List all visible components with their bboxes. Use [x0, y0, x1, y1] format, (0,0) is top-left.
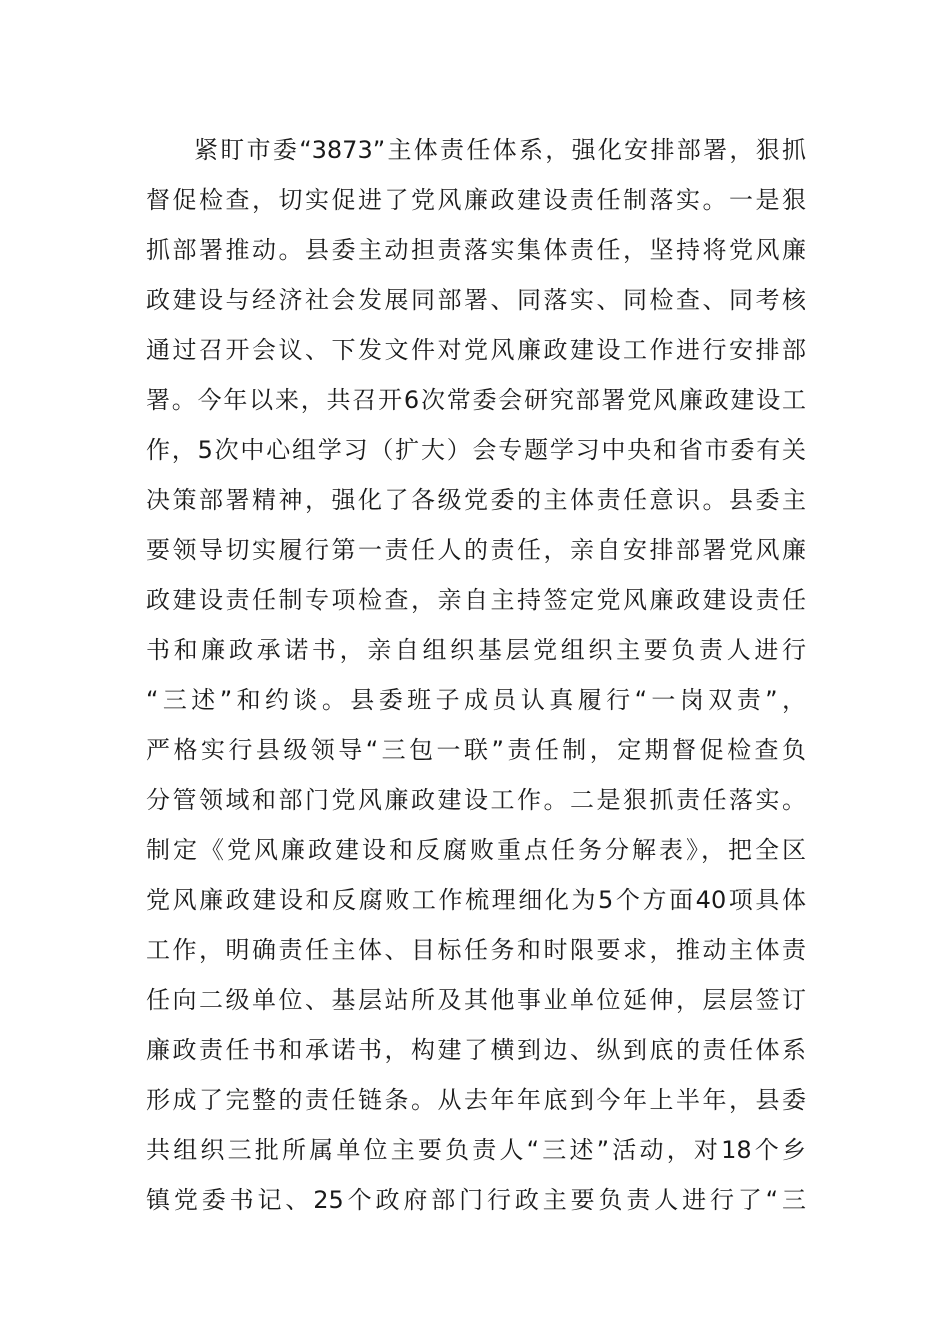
- body-paragraph: [146, 125, 806, 1225]
- text-line: 政建设责任制专项检查，亲自主持签定党风廉政建设责任: [146, 586, 806, 614]
- text-line: 督促检查，切实促进了党风廉政建设责任制落实。一是狠: [146, 186, 806, 214]
- text-line: 抓部署推动。县委主动担责落实集体责任，坚持将党风廉: [146, 236, 806, 264]
- text-line: 党风廉政建设和反腐败工作梳理细化为5个方面40项具体: [146, 886, 806, 914]
- text-line: 工作，明确责任主体、目标任务和时限要求，推动主体责: [146, 936, 806, 964]
- text-line: 要领导切实履行第一责任人的责任，亲自安排部署党风廉: [146, 536, 806, 564]
- text-line: 共组织三批所属单位主要负责人“三述”活动，对18个乡: [146, 1136, 806, 1164]
- text-line: 紧盯市委“3873”主体责任体系，强化安排部署，狠抓: [194, 136, 806, 164]
- text-line: “三述”和约谈。县委班子成员认真履行“一岗双责”，: [146, 686, 806, 714]
- text-line: 署。今年以来，共召开6次常委会研究部署党风廉政建设工: [146, 386, 806, 414]
- text-line: 政建设与经济社会发展同部署、同落实、同检查、同考核: [146, 286, 806, 314]
- text-line: 镇党委书记、25个政府部门行政主要负责人进行了“三: [146, 1186, 806, 1214]
- text-line: 作，5次中心组学习（扩大）会专题学习中央和省市委有关: [146, 436, 806, 464]
- text-line: 通过召开会议、下发文件对党风廉政建设工作进行安排部: [146, 336, 806, 364]
- text-line: 任向二级单位、基层站所及其他事业单位延伸，层层签订: [146, 986, 806, 1014]
- text-line: 决策部署精神，强化了各级党委的主体责任意识。县委主: [146, 486, 806, 514]
- text-line: 制定《党风廉政建设和反腐败重点任务分解表》，把全区: [146, 836, 806, 864]
- text-line: 形成了完整的责任链条。从去年年底到今年上半年，县委: [146, 1086, 806, 1114]
- text-line: 书和廉政承诺书，亲自组织基层党组织主要负责人进行: [146, 636, 806, 664]
- text-line: 严格实行县级领导“三包一联”责任制，定期督促检查负: [146, 736, 806, 764]
- text-line: 廉政责任书和承诺书，构建了横到边、纵到底的责任体系: [146, 1036, 806, 1064]
- text-line: 分管领域和部门党风廉政建设工作。二是狠抓责任落实。: [146, 786, 806, 814]
